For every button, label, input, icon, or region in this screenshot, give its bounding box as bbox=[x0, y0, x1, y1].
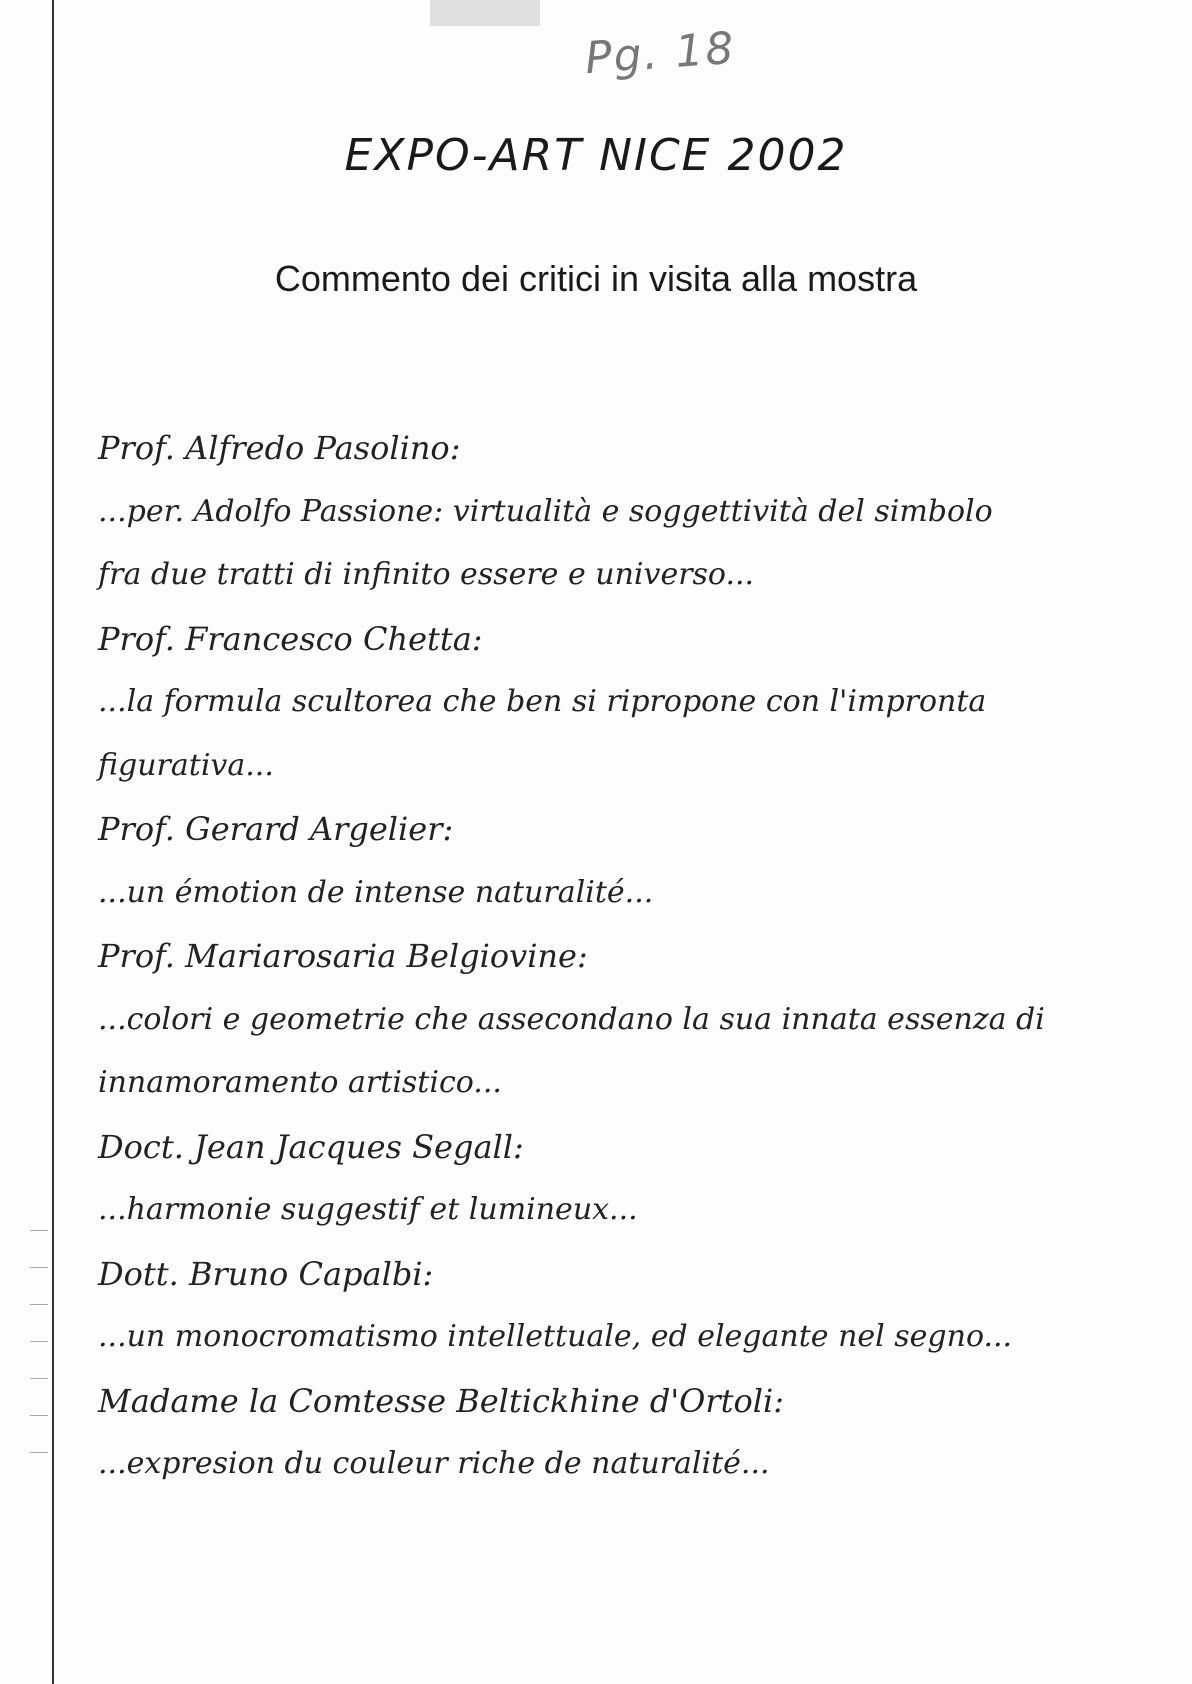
critic-comment-line: ...expresion du couleur riche de naturalité... bbox=[98, 1446, 770, 1481]
critic-comment-line: ...un monocromatismo intellettuale, ed elegante nel segno... bbox=[98, 1319, 1013, 1354]
critic-comment-line: innamoramento artistico... bbox=[98, 1065, 502, 1100]
critic-comment-line: figurativa... bbox=[98, 747, 274, 783]
critic-name: Madame la Comtesse Beltickhine d'Ortoli: bbox=[98, 1381, 785, 1420]
critic-name: Doct. Jean Jacques Segall: bbox=[98, 1127, 524, 1166]
critic-comment-line: ...harmonie suggestif et lumineux... bbox=[98, 1192, 638, 1227]
left-margin-line bbox=[52, 0, 54, 1684]
critic-name: Prof. Gerard Argelier: bbox=[98, 810, 454, 848]
critic-comment-line: ...la formula scultorea che ben si ripropone con l'impronta bbox=[98, 684, 987, 719]
document-title: EXPO-ART NICE 2002 bbox=[344, 130, 848, 181]
critic-comment-line: ...colori e geometrie che assecondano la sua innata essenza di bbox=[98, 1001, 1045, 1037]
critic-name: Prof. Alfredo Pasolino: bbox=[98, 429, 461, 467]
critic-name: Prof. Francesco Chetta: bbox=[98, 619, 483, 658]
scan-artifact-strip bbox=[430, 0, 540, 26]
critic-name: Prof. Mariarosaria Belgiovine: bbox=[98, 937, 588, 975]
critic-comment-line: fra due tratti di infinito essere e universo... bbox=[98, 557, 755, 592]
handwritten-page-number: Pg. 18 bbox=[583, 22, 738, 85]
margin-tick-marks bbox=[30, 1230, 48, 1530]
critic-comment-line: ...un émotion de intense naturalité... bbox=[98, 874, 654, 910]
critic-comment-line: ...per. Adolfo Passione: virtualità e soggettività del simbolo bbox=[98, 493, 993, 529]
document-subtitle: Commento dei critici in visita alla mostra bbox=[274, 258, 918, 299]
critic-comments bbox=[98, 423, 1098, 1503]
critic-name: Dott. Bruno Capalbi: bbox=[98, 1254, 434, 1293]
